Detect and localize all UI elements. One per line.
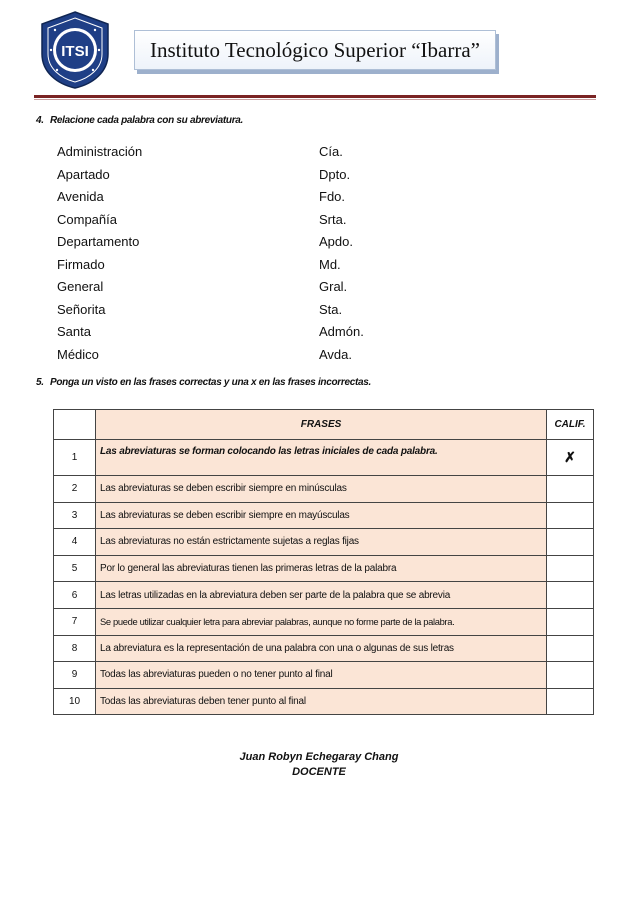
teacher-role: DOCENTE (292, 766, 346, 778)
row-phrase: Todas las abreviaturas deben tener punto al final (96, 688, 547, 715)
institute-title-box (134, 30, 496, 70)
abbreviation-item: Fdo. (319, 189, 346, 204)
table-row (54, 476, 594, 503)
row-phrase: Las abreviaturas se deben escribir siempre en mayúsculas (96, 502, 547, 529)
words-list (57, 141, 142, 366)
table-row (54, 662, 594, 689)
word-item: Santa (57, 324, 91, 339)
table-row (54, 529, 594, 556)
table-row (54, 635, 594, 662)
row-phrase: Las abreviaturas no están estrictamente sujetas a reglas fijas (96, 529, 547, 556)
question-4-instruction: Relacione cada palabra con su abreviatura. (50, 115, 244, 126)
row-phrase: Las abreviaturas se deben escribir siempre en minúsculas (96, 476, 547, 503)
header-rule-light (34, 99, 596, 100)
row-number: 10 (54, 688, 96, 715)
abbreviation-item: Avda. (319, 346, 353, 362)
row-grade-cell[interactable] (547, 529, 594, 556)
row-phrase: Todas las abreviaturas pueden o no tener punto al final (96, 662, 547, 689)
table-row (54, 608, 594, 635)
header-rule (34, 95, 596, 98)
teacher-name: Juan Robyn Echegaray Chang (239, 751, 399, 763)
row-number: 1 (54, 440, 96, 476)
row-grade-cell[interactable] (547, 476, 594, 503)
abbreviation-item: Dpto. (319, 166, 351, 182)
row-grade-cell[interactable] (547, 635, 594, 662)
row-grade-cell[interactable] (547, 582, 594, 609)
table-row (54, 582, 594, 609)
question-4-number: 4. (36, 115, 44, 126)
word-item: Médico (57, 346, 99, 362)
abbreviation-item: Cía. (319, 144, 343, 159)
word-item: Compañía (57, 211, 117, 227)
word-item: Firmado (57, 256, 105, 272)
abbreviation-item: Admón. (319, 324, 364, 339)
table-row (54, 502, 594, 529)
question-4-heading (36, 115, 243, 126)
word-item: Avenida (57, 189, 104, 204)
institute-title: Instituto Tecnológico Superior “Ibarra” (150, 38, 480, 62)
abbreviation-item: Srta. (319, 211, 347, 227)
row-number: 9 (54, 662, 96, 689)
row-grade-cell[interactable] (547, 608, 594, 635)
word-item: Señorita (57, 301, 106, 317)
row-number: 7 (54, 608, 96, 635)
row-number: 5 (54, 555, 96, 582)
row-number: 6 (54, 582, 96, 609)
header-frases: FRASES (96, 410, 547, 440)
abbreviation-item: Md. (319, 256, 341, 272)
row-phrase: Las abreviaturas se forman colocando las letras iniciales de cada palabra. (96, 440, 547, 476)
abbreviation-item: Sta. (319, 301, 343, 317)
table-row (54, 688, 594, 715)
row-phrase: Se puede utilizar cualquier letra para abreviar palabras, aunque no forme parte de la palabra. (96, 608, 547, 635)
abbreviation-item: Gral. (319, 279, 348, 294)
question-5-instruction: Ponga un visto en las frases correctas y una x en las frases incorrectas. (50, 377, 372, 388)
word-item: Apartado (57, 166, 110, 182)
word-item: Administración (57, 144, 143, 159)
row-phrase: Por lo general las abreviaturas tienen las primeras letras de la palabra (96, 555, 547, 582)
word-item: Departamento (57, 234, 140, 249)
header-number-cell (54, 410, 96, 440)
row-grade-cell[interactable] (547, 688, 594, 715)
institute-logo (38, 10, 112, 90)
row-number: 2 (54, 476, 96, 503)
header-calif: CALIF. (547, 410, 594, 440)
row-phrase: La abreviatura es la representación de una palabra con una o algunas de sus letras (96, 635, 547, 662)
row-grade-cell[interactable] (547, 662, 594, 689)
row-number: 4 (54, 529, 96, 556)
phrases-table (53, 409, 594, 715)
table-row (54, 555, 594, 582)
row-grade-cell[interactable] (547, 555, 594, 582)
x-mark-icon: ✗ (564, 449, 576, 465)
svg-text:ITSI: ITSI (61, 43, 89, 60)
abbreviation-item: Apdo. (319, 234, 353, 249)
row-phrase: Las letras utilizadas en la abreviatura deben ser parte de la palabra que se abrevia (96, 582, 547, 609)
row-number: 8 (54, 635, 96, 662)
word-item: General (57, 279, 104, 294)
question-5-number: 5. (36, 377, 44, 388)
table-header-row (54, 410, 594, 440)
row-number: 3 (54, 502, 96, 529)
row-grade-cell[interactable] (547, 440, 594, 476)
abbreviations-list (319, 141, 364, 366)
table-row (54, 440, 594, 476)
question-5-heading (36, 377, 371, 388)
row-grade-cell[interactable] (547, 502, 594, 529)
